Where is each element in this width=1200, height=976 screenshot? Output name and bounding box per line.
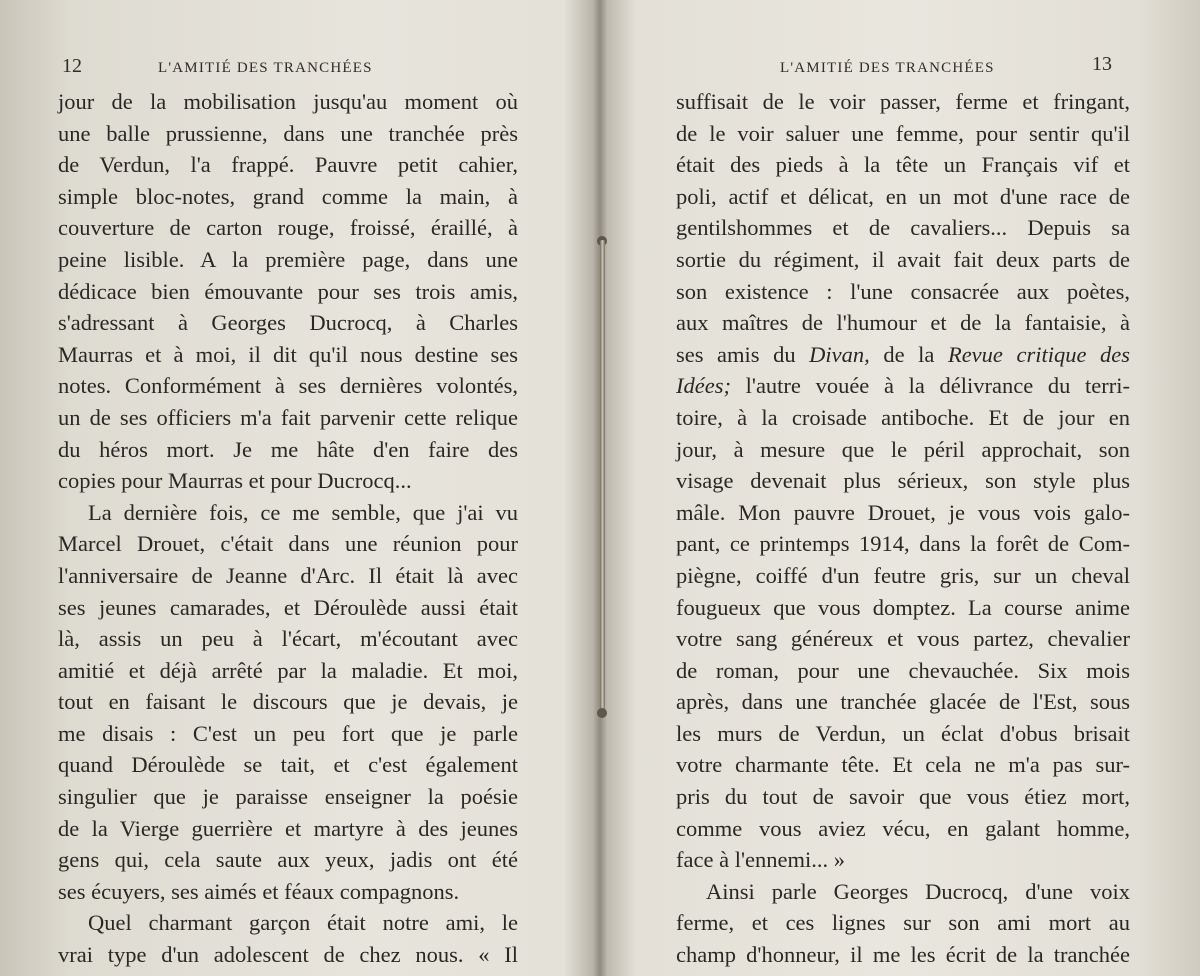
text-line: aux maîtres de l'humour et de la fantaisie, à	[676, 310, 1130, 336]
text-line: peine lisible. A la première page, dans une	[58, 246, 518, 272]
text-line: mâle. Mon pauvre Drouet, je vous vois galo-	[676, 499, 1130, 525]
text-fragment: ses amis du	[676, 341, 796, 367]
text-line: votre sang généreux et vous partez, chevalier	[676, 626, 1130, 652]
text-line: de Verdun, l'a frappé. Pauvre petit cahier,	[58, 152, 518, 178]
right-page-number: 13	[1092, 53, 1112, 75]
text-line: amitié et déjà arrêté par la maladie. Et moi,	[58, 657, 518, 683]
text-line: pant, ce printemps 1914, dans la forêt de Com-	[676, 531, 1130, 557]
text-line: sortie du régiment, il avait fait deux parts de	[676, 246, 1130, 272]
left-page	[0, 0, 596, 976]
text-line: comme vous aviez vécu, en galant homme,	[676, 815, 1130, 841]
text-line: une balle prussienne, dans une tranchée près	[58, 120, 518, 146]
text-line: son existence : l'une consacrée aux poètes,	[676, 278, 1130, 304]
right-running-head: L'AMITIÉ DES TRANCHÉES	[780, 60, 995, 76]
text-line: ferme, et ces lignes sur son ami mort au	[676, 910, 1130, 936]
text-line: Quel charmant garçon était notre ami, le	[88, 910, 518, 936]
text-line: ses écuyers, ses aimés et féaux compagnons.	[58, 878, 460, 904]
text-line: ses jeunes camarades, et Déroulède aussi était	[58, 594, 518, 620]
text-line: Marcel Drouet, c'était dans une réunion pour	[58, 531, 518, 557]
text-line-with-italics	[676, 339, 1130, 371]
text-line: face à l'ennemi... »	[676, 847, 845, 873]
text-line: après, dans une tranchée glacée de l'Est, sous	[676, 689, 1130, 715]
text-line: Ainsi parle Georges Ducrocq, d'une voix	[706, 878, 1130, 904]
text-line: gentilshommes et de cavaliers... Depuis sa	[676, 215, 1130, 241]
text-line: notes. Conformément à ses dernières volontés,	[58, 373, 518, 399]
text-line: piègne, coiffé d'un feutre gris, sur un cheval	[676, 562, 1130, 588]
text-line: suffisait de le voir passer, ferme et fringant,	[676, 89, 1130, 114]
italic-title-revue: Revue critique des	[947, 341, 1130, 367]
right-body-text	[676, 86, 1130, 971]
text-line: là, assis un peu à l'écart, m'écoutant avec	[58, 626, 518, 652]
text-line-with-italics	[676, 370, 1130, 402]
left-page-number: 12	[62, 55, 82, 77]
text-line: jour de la mobilisation jusqu'au moment où	[58, 89, 518, 114]
right-page	[604, 0, 1200, 976]
text-line: dédicace bien émouvante pour ses trois amis,	[58, 278, 518, 304]
text-fragment: l'autre vouée à la délivrance du terri-	[745, 373, 1130, 399]
text-line: poli, actif et délicat, en un mot d'une race de	[676, 183, 1130, 209]
text-line: l'anniversaire de Jeanne d'Arc. Il était là avec	[58, 562, 518, 588]
text-line: couverture de carton rouge, froissé, éraillé, à	[58, 215, 518, 241]
text-line: visage devenait plus sérieux, son style plus	[676, 468, 1130, 494]
text-line: de le voir saluer une femme, pour sentir qu'il	[676, 120, 1130, 146]
italic-title-divan: Divan,	[809, 341, 870, 367]
text-line: votre charmante tête. Et cela ne m'a pas sur-	[676, 752, 1130, 778]
text-line: quand Déroulède se tait, et c'est également	[58, 752, 518, 778]
text-line: simple bloc-notes, grand comme la main, à	[58, 183, 518, 209]
text-line: gens qui, cela saute aux yeux, jadis ont été	[58, 847, 518, 873]
text-line: les murs de Verdun, un éclat d'obus brisait	[676, 720, 1130, 746]
italic-title-idees: Idées;	[676, 373, 731, 399]
left-body-text	[58, 86, 518, 971]
text-line: me disais : C'est un peu fort que je parle	[58, 720, 518, 746]
text-line: toire, à la croisade antiboche. Et de jour en	[676, 404, 1130, 430]
text-line: s'adressant à Georges Ducrocq, à Charles	[58, 310, 518, 336]
text-line: de roman, pour une chevauchée. Six mois	[676, 657, 1130, 683]
text-fragment: de la	[883, 341, 935, 367]
text-line: tout en faisant le discours que je devais, je	[58, 689, 518, 715]
text-line: champ d'honneur, il me les écrit de la tranchée	[676, 942, 1130, 968]
text-line: Maurras et à moi, il dit qu'il nous destine ses	[58, 341, 518, 367]
text-line: de la Vierge guerrière et martyre à des jeunes	[58, 815, 518, 841]
text-line: jour, à mesure que le péril approchait, son	[676, 436, 1130, 462]
text-line: singulier que je paraisse enseigner la poésie	[58, 784, 518, 810]
text-line: pris du tout de savoir que vous étiez mort,	[676, 784, 1130, 810]
text-line: fougueux que vous domptez. La course anime	[676, 594, 1130, 620]
text-line: un de ses officiers m'a fait parvenir cette relique	[58, 404, 518, 430]
text-line: La dernière fois, ce me semble, que j'ai vu	[88, 499, 518, 525]
text-line: copies pour Maurras et pour Ducrocq...	[58, 468, 412, 494]
text-line: du héros mort. Je me hâte d'en faire des	[58, 436, 518, 462]
text-line: était des pieds à la tête un Français vif et	[676, 152, 1130, 178]
left-running-head: L'AMITIÉ DES TRANCHÉES	[158, 60, 373, 76]
text-line: vrai type d'un adolescent de chez nous. « Il	[58, 942, 518, 968]
